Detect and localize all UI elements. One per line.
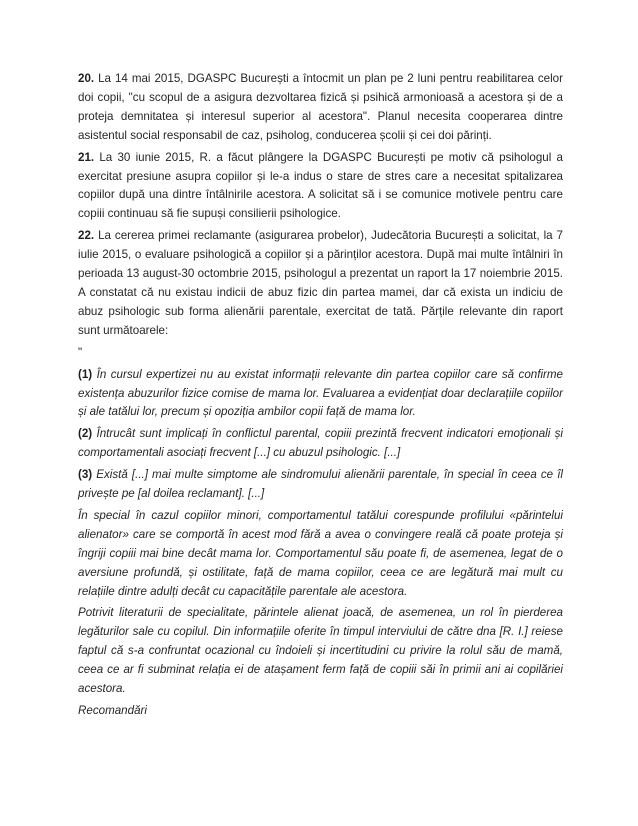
paragraph-20: [78, 70, 563, 146]
paragraph-text: La 14 mai 2015, DGASPC București a întocmit un plan pe 2 luni pentru reabilitarea celor doi copii, "cu scopul de a asigura dezvoltarea fizică și psihică armonioasă a acestora și de a proteja demnitatea și interesul superior al acestora". Planul necesita cooperarea dintre asistentul social responsabil de caz, psiholog, conducerea școlii și cei doi părinți.: [78, 72, 563, 142]
paragraph-number: 22.: [78, 229, 95, 243]
quoted-point-number: (3): [78, 468, 93, 482]
quoted-point-number: (1): [78, 367, 93, 381]
paragraph-22: [78, 227, 563, 340]
paragraph-number: 21.: [78, 150, 95, 164]
opening-quote-mark: ": [78, 345, 83, 359]
quoted-point-text: Întrucât sunt implicați în conflictul parental, copiii prezintă frecvent indicatori emoționali și comportamentali asociați frecvent [...] cu abuzul psihologic. [...]: [78, 427, 563, 460]
quoted-paragraph-literature: Potrivit literaturii de specialitate, părintele alienat joacă, de asemenea, un rol în pierderea legăturilor sale cu copilul. Din informațiile oferite în timpul interviului de către dna [R. I.] reiese faptul că s-a confruntat ocazional cu îndoieli și incertitudini cu privire la rolul său de mamă, ceea ce ar fi subminat relația ei de atașament ferm față de copiii săi în primii ani ai copilăriei acestora.: [78, 606, 563, 696]
quoted-point-text: Există [...] mai multe simptome ale sindromului alienării parentale, în special în ceea ce îl privește pe [al doilea reclamant]. [...]: [78, 468, 563, 501]
paragraph-number: 20.: [78, 72, 95, 85]
recommendations-heading: Recomandări: [78, 704, 147, 717]
quoted-point-number: (2): [78, 427, 93, 441]
quoted-point-text: În cursul expertizei nu au existat informații relevante din partea copiilor care să confirme existența abuzurilor fizice comise de mama lor. Evaluarea a evidențiat doar declarațiile copiilor și ale tatălui lor, precum și opoziția ambilor copii față de mama lor.: [78, 367, 563, 419]
quoted-paragraph-alienator: În special în cazul copiilor minori, comportamentul tatălui corespunde profilului «părintelui alienator» care se comportă în acest mod fără a avea o convingere reală că poate proteja și îngriji copiii mai bine decât mama lor. Comportamentul său poate fi, de asemenea, legat de o aversiune profundă, și ostilitate, față de mama copiilor, ceea ce are legătură mai mult cu relațiile dintre adulți decât cu capacitățile parentale ale acestora.: [78, 508, 563, 598]
quoted-point-3: [78, 466, 563, 504]
quoted-point-2: [78, 425, 563, 463]
paragraph-21: [78, 149, 563, 225]
quoted-point-1: [78, 366, 563, 423]
paragraph-text: La 30 iunie 2015, R. a făcut plângere la DGASPC București pe motiv că psihologul a exercitat presiune asupra copiilor și le-a indus o stare de stres care a necesitat spitalizarea copiilor după una dintre întâlnirile acestora. A solicitat să i se comunice motivele pentru care copiii continuau să fie supuși consilierii psihologice.: [78, 150, 563, 221]
paragraph-text: La cererea primei reclamante (asigurarea probelor), Judecătoria București a solicitat, la 7 iulie 2015, o evaluare psihologică a copiilor și a părinților acestora. După mai multe întâlniri în perioada 13 august-30 octombrie 2015, psihologul a prezentat un raport la 17 noiembrie 2015. A constatat că nu existau indicii de abuz fizic din partea mamei, dar că exista un indiciu de abuz psihologic sub forma alienării parentale, exercitat de tată. Părțile relevante din raport sunt următoarele:: [78, 229, 563, 337]
document-body: [78, 70, 563, 724]
